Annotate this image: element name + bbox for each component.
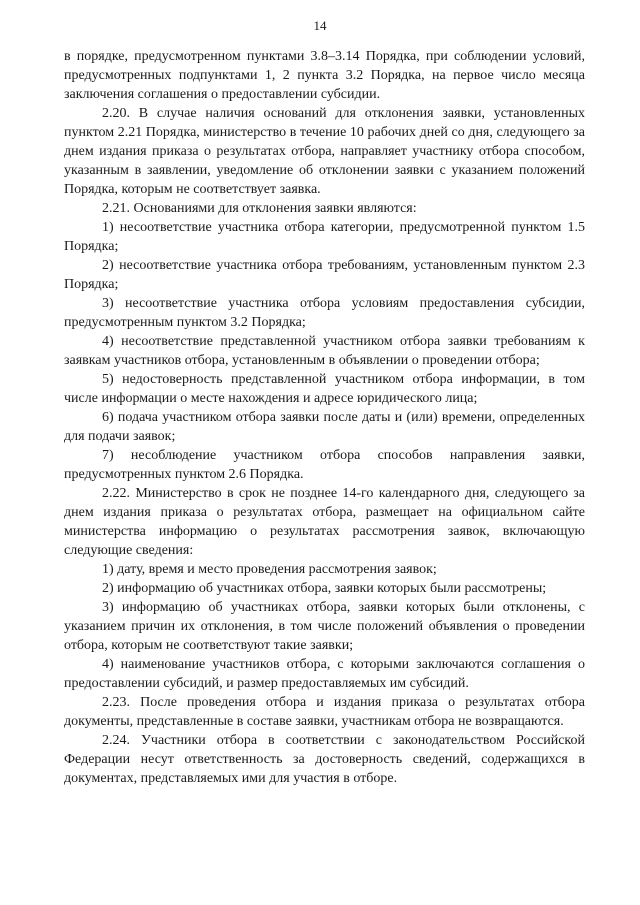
paragraph: 3) несоответствие участника отбора условиям предоставления субсидии, предусмотренным пунктом 3.2 Порядка; xyxy=(64,296,585,330)
page-number: 14 xyxy=(313,18,327,33)
paragraph: 2.20. В случае наличия оснований для отклонения заявки, установленных пунктом 2.21 Порядка, министерство в течение 10 рабочих дней со дня, следующего за днем издания приказа о результатах отбора, направляет участнику отбора способом, указанным в заявлении, уведомление об отклонении заявки с указанием положений Порядка, которым не соответствует заявка. xyxy=(64,106,585,197)
document-body xyxy=(64,47,585,788)
paragraph: 3) информацию об участниках отбора, заявки которых были отклонены, с указанием причин их отклонения, в том числе положений объявления о проведении отбора, которым не соответствуют такие заявки; xyxy=(64,600,585,653)
paragraph: 4) несоответствие представленной участником отбора заявки требованиям к заявкам участников отбора, установленным в объявлении о проведении отбора; xyxy=(64,334,585,368)
paragraph: 2.22. Министерство в срок не позднее 14-го календарного дня, следующего за днем издания приказа о результатах отбора, размещает на официальном сайте министерства информацию о результатах рассмотрения заявок, включающую следующие сведения: xyxy=(64,486,585,558)
paragraph: 2.24. Участники отбора в соответствии с законодательством Российской Федерации несут ответственность за достоверность сведений, содержащихся в документах, представляемых ими для участия в отборе. xyxy=(64,733,585,786)
paragraph: 7) несоблюдение участником отбора способов направления заявки, предусмотренных пунктом 2.6 Порядка. xyxy=(64,448,585,482)
paragraph: 5) недостоверность представленной участником отбора информации, в том числе информации о месте нахождения и адресе юридического лица; xyxy=(64,372,585,406)
paragraph: 4) наименование участников отбора, с которыми заключаются соглашения о предоставлении субсидий, и размер предоставляемых им субсидий. xyxy=(64,657,585,691)
paragraph: 2.21. Основаниями для отклонения заявки являются: xyxy=(102,201,417,216)
paragraph: 2.23. После проведения отбора и издания приказа о результатах отбора документы, представленные в составе заявки, участникам отбора не возвращаются. xyxy=(64,695,585,729)
paragraph: 1) несоответствие участника отбора категории, предусмотренной пунктом 1.5 Порядка; xyxy=(64,220,585,254)
paragraph: 1) дату, время и место проведения рассмотрения заявок; xyxy=(102,562,437,577)
paragraph: 2) информацию об участниках отбора, заявки которых были рассмотрены; xyxy=(102,581,547,596)
paragraph: в порядке, предусмотренном пунктами 3.8–3.14 Порядка, при соблюдении условий, предусмотренных подпунктами 1, 2 пункта 3.2 Порядка, на первое число месяца заключения соглашения о предоставлении субсидии. xyxy=(64,49,585,102)
paragraph: 2) несоответствие участника отбора требованиям, установленным пунктом 2.3 Порядка; xyxy=(64,258,585,292)
paragraph: 6) подача участником отбора заявки после даты и (или) времени, определенных для подачи заявок; xyxy=(64,410,585,444)
